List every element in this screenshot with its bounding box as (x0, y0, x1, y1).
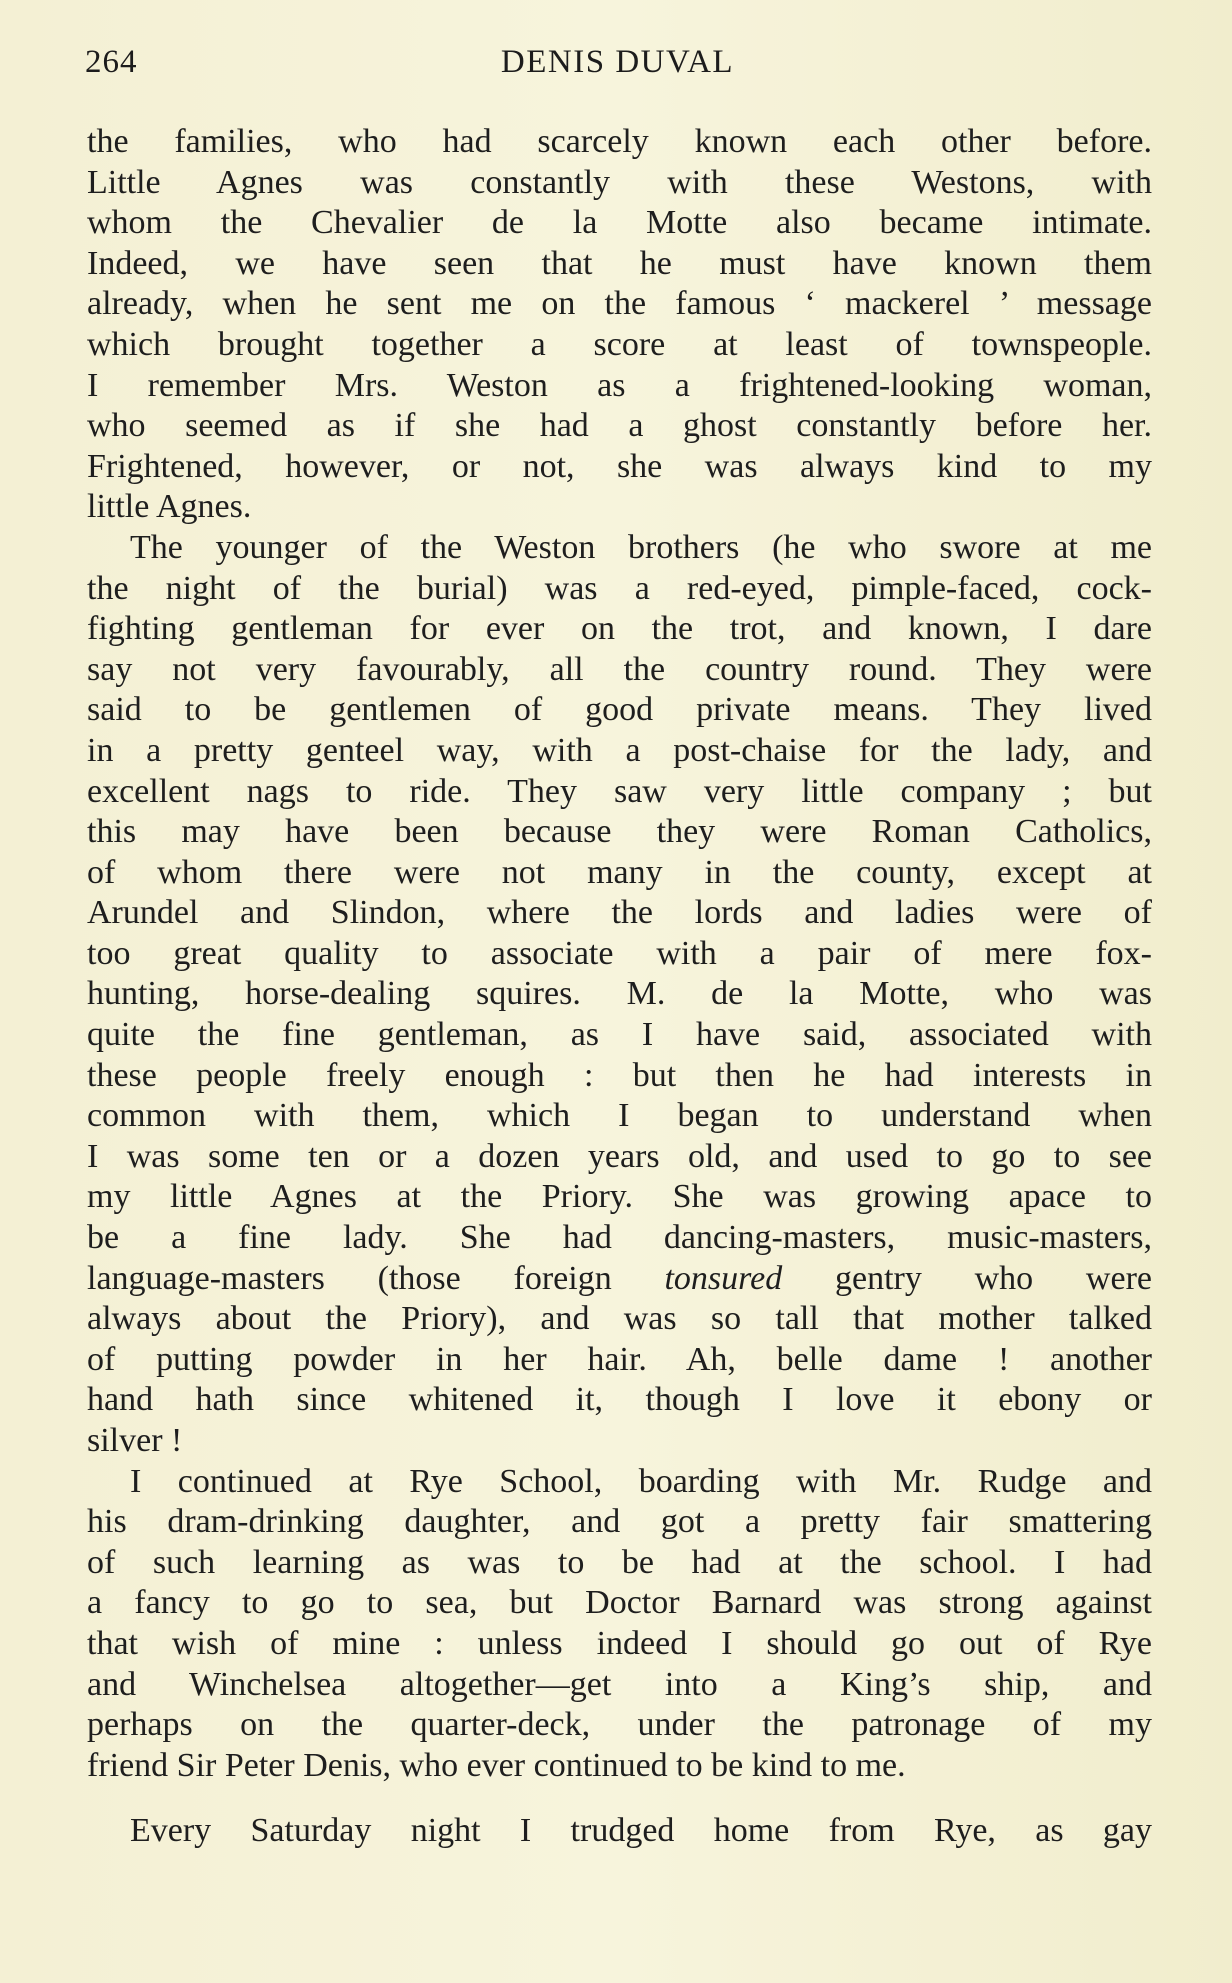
text-line: which brought together a score at least of townspeople. (87, 325, 1152, 363)
text-line: in a pretty genteel way, with a post-chaise for the lady, and (87, 731, 1152, 769)
text-line: excellent nags to ride. They saw very little company ; but (87, 772, 1152, 810)
text-line: I continued at Rye School, boarding with Mr. Rudge and (130, 1462, 1152, 1500)
text-line: his dram-drinking daughter, and got a pretty fair smattering (87, 1503, 1152, 1541)
text-line: of such learning as was to be had at the school. I had (87, 1543, 1152, 1581)
text-line: Arundel and Slindon, where the lords and ladies were of (87, 894, 1152, 932)
text-line: these people freely enough : but then he had interests in (87, 1056, 1152, 1094)
italic-word: tonsured (664, 1259, 783, 1297)
text-line: friend Sir Peter Denis, who ever continued to be kind to me. (87, 1746, 906, 1784)
text-line: too great quality to associate with a pair of mere fox- (87, 934, 1152, 972)
text-line: say not very favourably, all the country round. They were (87, 650, 1152, 688)
text-line: this may have been because they were Roman Catholics, (87, 813, 1152, 851)
text-line: be a fine lady. She had dancing-masters, music-masters, (87, 1219, 1152, 1257)
text-line: fighting gentleman for ever on the trot, and known, I dare (87, 610, 1152, 648)
text-segment: gentry who were (782, 1259, 1152, 1297)
book-title: DENIS DUVAL (500, 44, 735, 80)
text-line: common with them, which I began to understand when (87, 1097, 1152, 1135)
text-line: a fancy to go to sea, but Doctor Barnard was strong against (87, 1584, 1152, 1622)
text-line: I remember Mrs. Weston as a frightened-looking woman, (87, 366, 1152, 404)
text-line: perhaps on the quarter-deck, under the patronage of my (87, 1706, 1152, 1744)
text-line (87, 1259, 1152, 1300)
text-line: silver ! (87, 1422, 183, 1459)
text-line: little Agnes. (87, 488, 252, 526)
text-line: hand hath since whitened it, though I love it ebony or (87, 1381, 1152, 1419)
text-line: the night of the burial) was a red-eyed, pimple-faced, cock- (87, 569, 1152, 607)
running-head (85, 44, 1150, 88)
page-number: 264 (85, 44, 138, 80)
text-line: said to be gentlemen of good private means. They lived (87, 691, 1152, 729)
text-line: the families, who had scarcely known each other before. (87, 123, 1152, 160)
text-line: of putting powder in her hair. Ah, belle dame ! another (87, 1340, 1152, 1378)
text-line: who seemed as if she had a ghost constantly before her. (87, 407, 1152, 445)
text-line: always about the Priory), and was so tall that mother talked (87, 1300, 1152, 1338)
text-line: Little Agnes was constantly with these Westons, with (87, 163, 1152, 201)
text-line: Every Saturday night I trudged home from Rye, as gay (130, 1812, 1152, 1850)
text-line: my little Agnes at the Priory. She was growing apace to (87, 1178, 1152, 1216)
text-line: The younger of the Weston brothers (he who swore at me (130, 528, 1152, 566)
text-segment: language-masters (those foreign (87, 1259, 665, 1297)
text-line: already, when he sent me on the famous ‘ mackerel ’ message (87, 285, 1152, 323)
body-text (87, 122, 1152, 1852)
text-line: that wish of mine : unless indeed I should go out of Rye (87, 1624, 1152, 1662)
text-line: Indeed, we have seen that he must have known them (87, 244, 1152, 282)
text-line: Frightened, however, or not, she was always kind to my (87, 447, 1152, 485)
text-line: of whom there were not many in the county, except at (87, 853, 1152, 891)
text-line: whom the Chevalier de la Motte also became intimate. (87, 204, 1152, 242)
text-line: and Winchelsea altogether—get into a King’s ship, and (87, 1665, 1152, 1703)
text-line: hunting, horse-dealing squires. M. de la Motte, who was (87, 975, 1152, 1013)
text-line: I was some ten or a dozen years old, and used to go to see (87, 1137, 1152, 1175)
text-line: quite the fine gentleman, as I have said, associated with (87, 1016, 1152, 1054)
